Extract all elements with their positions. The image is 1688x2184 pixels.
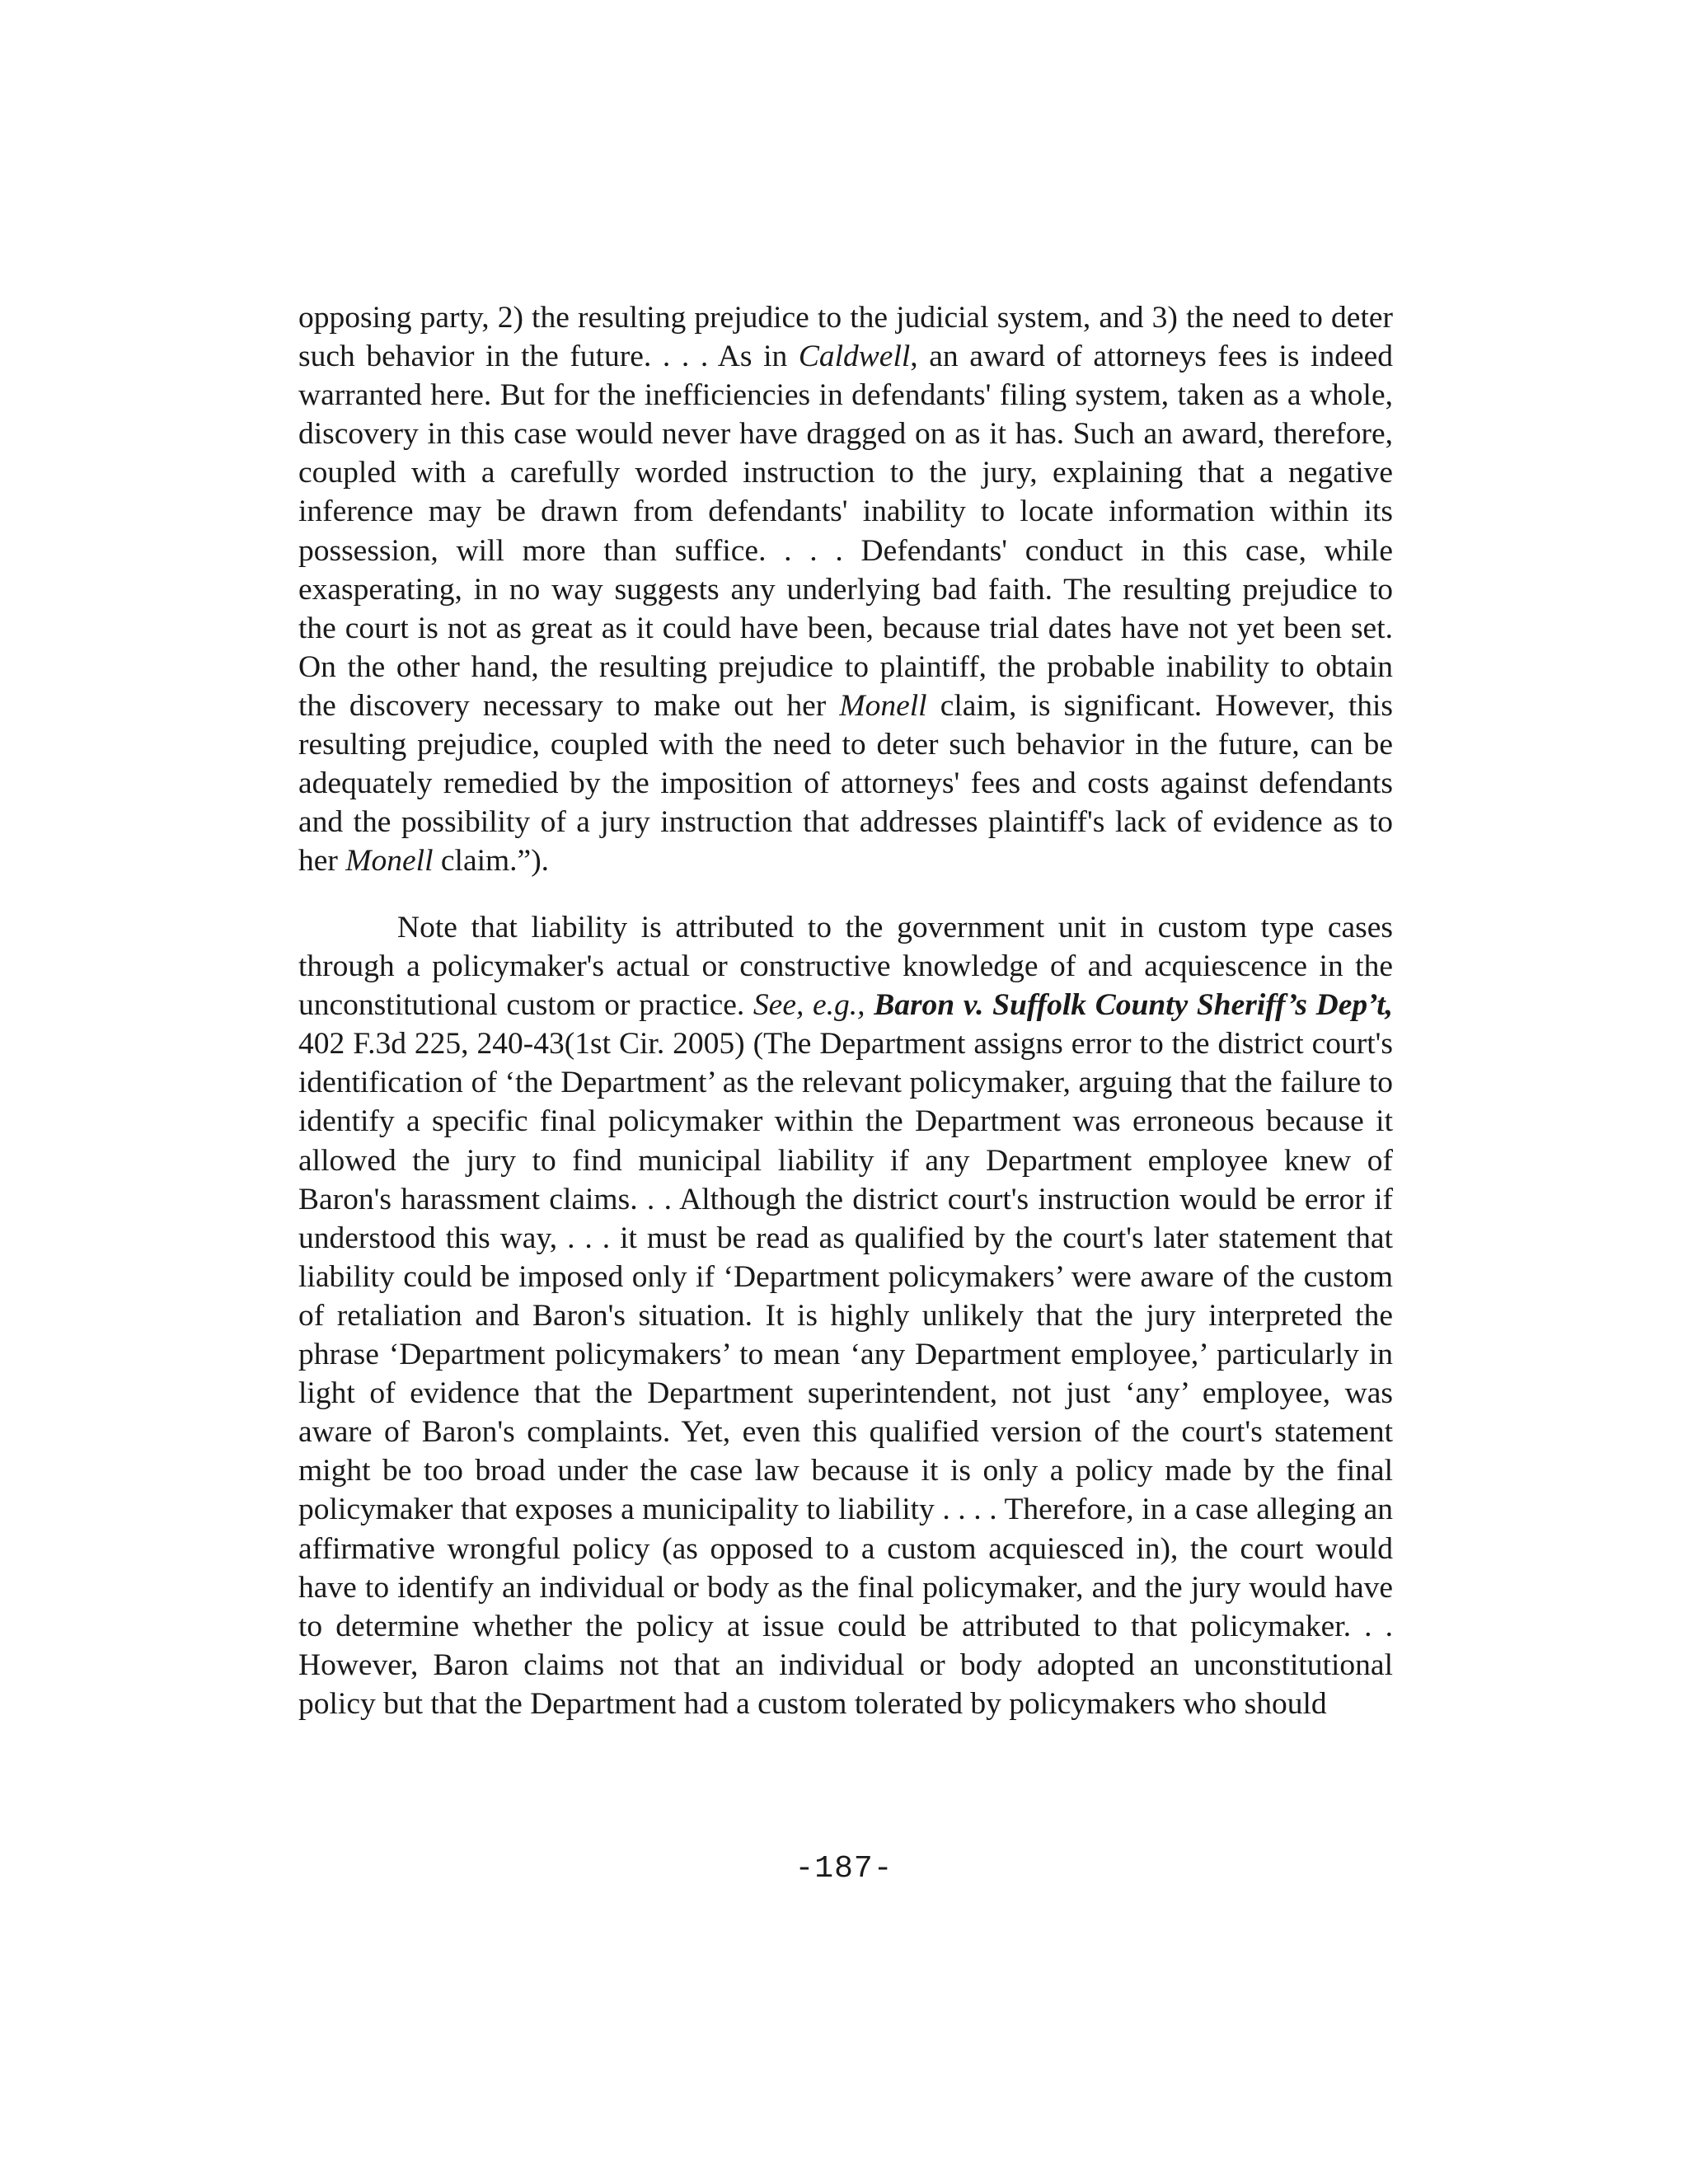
paragraph-text: 402 F.3d 225, 240-43(1st Cir. 2005) (The Department assigns error to the district court's identification of ‘the Department’ as the relevant policymaker, arguing that the failure to identify a specific final policymaker within the Department was erroneous because it allowed the jury to find municipal liability if any Department employee knew of Baron's harassment claims. . . Although the district court's instruction would be error if understood this way, . . . it must be read as qualified by the court's later statement that liability could be imposed only if ‘Department policymakers’ were aware of the custom of retaliation and Baron's situation. It is highly unlikely that the jury interpreted the phrase ‘Department policymakers’ to mean ‘any Department employee,’ particularly in light of evidence that the Department superintendent, not just ‘any’ employee, was aware of Baron's complaints. Yet, even this qualified version of the court's statement might be too broad under the case law because it is only a policy made by the final policymaker that exposes a municipality to liability . . . . Therefore, in a case alleging an affirmative wrongful policy (as opposed to a custom acquiesced in), the court would have to identify an individual or body as the final policymaker, and the jury would have to determine whether the policy at issue could be attributed to that policymaker. . . However, Baron claims not that an individual or body adopted an unconstitutional policy but that the Department had a custom tolerated by policymakers who should xyxy=(298,1027,1393,1721)
citation-signal: See, e.g., xyxy=(753,988,865,1023)
case-name-baron: Baron v. Suffolk County Sheriff’s Dep’t, xyxy=(874,988,1394,1023)
note-paragraph xyxy=(298,908,1393,1723)
case-name-monell: Monell xyxy=(839,688,927,723)
page-number: -187- xyxy=(795,1851,893,1886)
spacer-text xyxy=(865,988,874,1022)
paragraph-text: opposing party, 2) the resulting prejudice to the judicial system, and 3) the need to deter such behavior in the future. . . . As in xyxy=(298,301,1393,374)
case-name-monell: Monell xyxy=(345,844,434,879)
paragraph-text: Note that liability is attributed to the government unit in custom type cases through a policymaker's actual or constructive knowledge of and acquiescence in the unconstitutional custom or practice. xyxy=(298,911,1393,1023)
paragraph-text: claim, is significant. However, this resulting prejudice, coupled with the need to deter such behavior in the future, can be adequately remedied by the imposition of attorneys' fees and costs against defendants and the possibility of a jury instruction that addresses plaintiff's lack of evidence as to her xyxy=(298,688,1393,879)
paragraph-text: , an award of attorneys fees is indeed warranted here. But for the inefficiencies in defendants' filing system, taken as a whole, discovery in this case would never have dragged on as it has. Such an award, therefore, coupled with a carefully worded instruction to the jury, explaining that a negative inference may be drawn from defendants' inability to locate information within its possession, will more than suffice. . . . Defendants' conduct in this case, while exasperating, in no way suggests any underlying bad faith. The resulting prejudice to the court is not as great as it could have been, because trial dates have not yet been set. On the other hand, the resulting prejudice to plaintiff, the probable inability to obtain the discovery necessary to make out her xyxy=(298,340,1393,723)
quoted-paragraph xyxy=(298,298,1393,880)
paragraph-text: claim.”). xyxy=(433,844,550,879)
case-name-caldwell: Caldwell xyxy=(798,340,911,374)
